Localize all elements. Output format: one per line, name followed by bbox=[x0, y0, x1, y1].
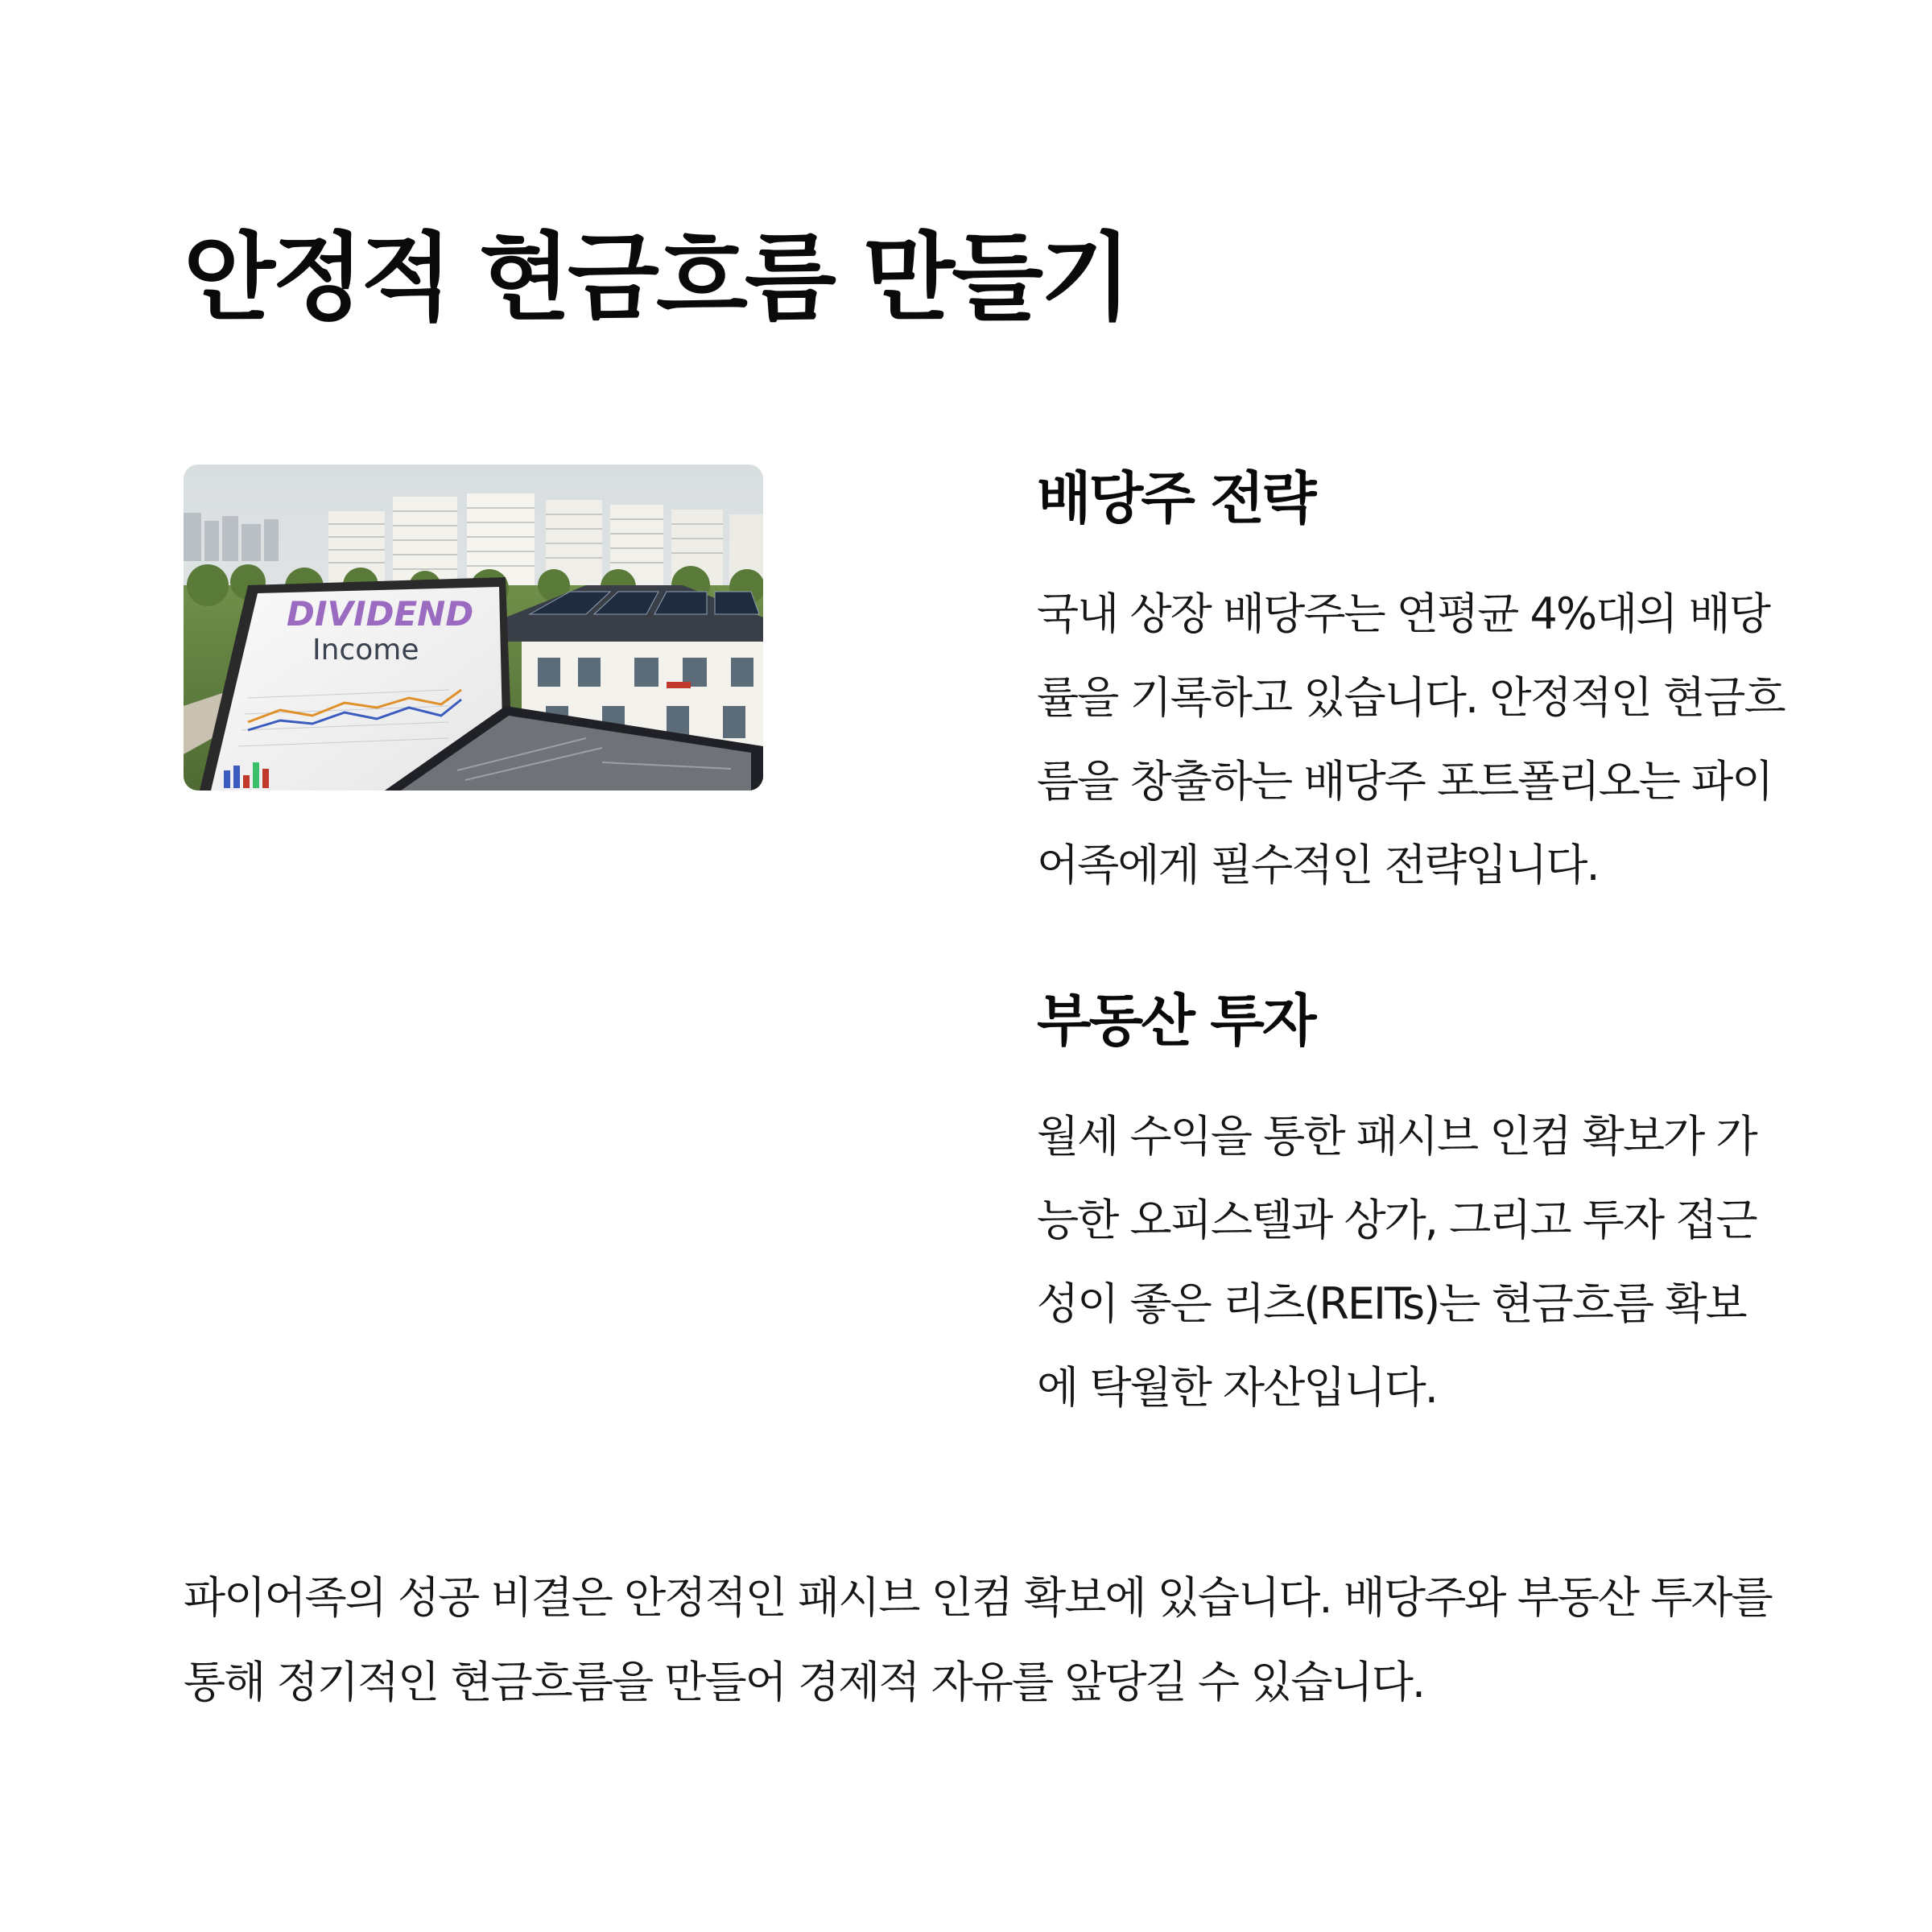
real-estate-text bbox=[1037, 1095, 1777, 1430]
page-title: 안정적 현금흐름 만들기 bbox=[184, 222, 1129, 333]
dividend-line: 름을 창출하는 배당주 포트폴리오는 파이 bbox=[1037, 756, 1773, 807]
hero-image bbox=[184, 464, 763, 791]
real-estate-line: 성이 좋은 리츠(REITs)는 현금흐름 확보 bbox=[1037, 1278, 1746, 1329]
summary-line: 파이어족의 성공 비결은 안정적인 패시브 인컴 확보에 있습니다. 배당주와 부동산 투자를 bbox=[184, 1572, 1772, 1623]
dividend-strategy-section bbox=[1037, 464, 1785, 907]
summary-paragraph bbox=[184, 1555, 1794, 1724]
real-estate-section bbox=[1037, 987, 1777, 1430]
dividend-strategy-text bbox=[1037, 572, 1785, 907]
summary-line: 통해 정기적인 현금흐름을 만들어 경제적 자유를 앞당길 수 있습니다. bbox=[184, 1657, 1425, 1707]
dividend-line: 어족에게 필수적인 전략입니다. bbox=[1037, 840, 1599, 890]
real-estate-heading: 부동산 투자 bbox=[1037, 988, 1315, 1054]
real-estate-line: 에 탁월한 자산입니다. bbox=[1037, 1362, 1437, 1413]
sign-subtitle: Income bbox=[312, 634, 419, 667]
dividend-strategy-heading: 배당주 전략 bbox=[1037, 465, 1315, 531]
sign-title: DIVIDEND bbox=[287, 594, 474, 634]
real-estate-line: 월세 수익을 통한 패시브 인컴 확보가 가 bbox=[1037, 1111, 1757, 1162]
dividend-line: 국내 상장 배당주는 연평균 4%대의 배당 bbox=[1037, 588, 1769, 639]
dividend-line: 률을 기록하고 있습니다. 안정적인 현금흐 bbox=[1037, 672, 1785, 723]
real-estate-line: 능한 오피스텔과 상가, 그리고 투자 접근 bbox=[1037, 1195, 1757, 1245]
